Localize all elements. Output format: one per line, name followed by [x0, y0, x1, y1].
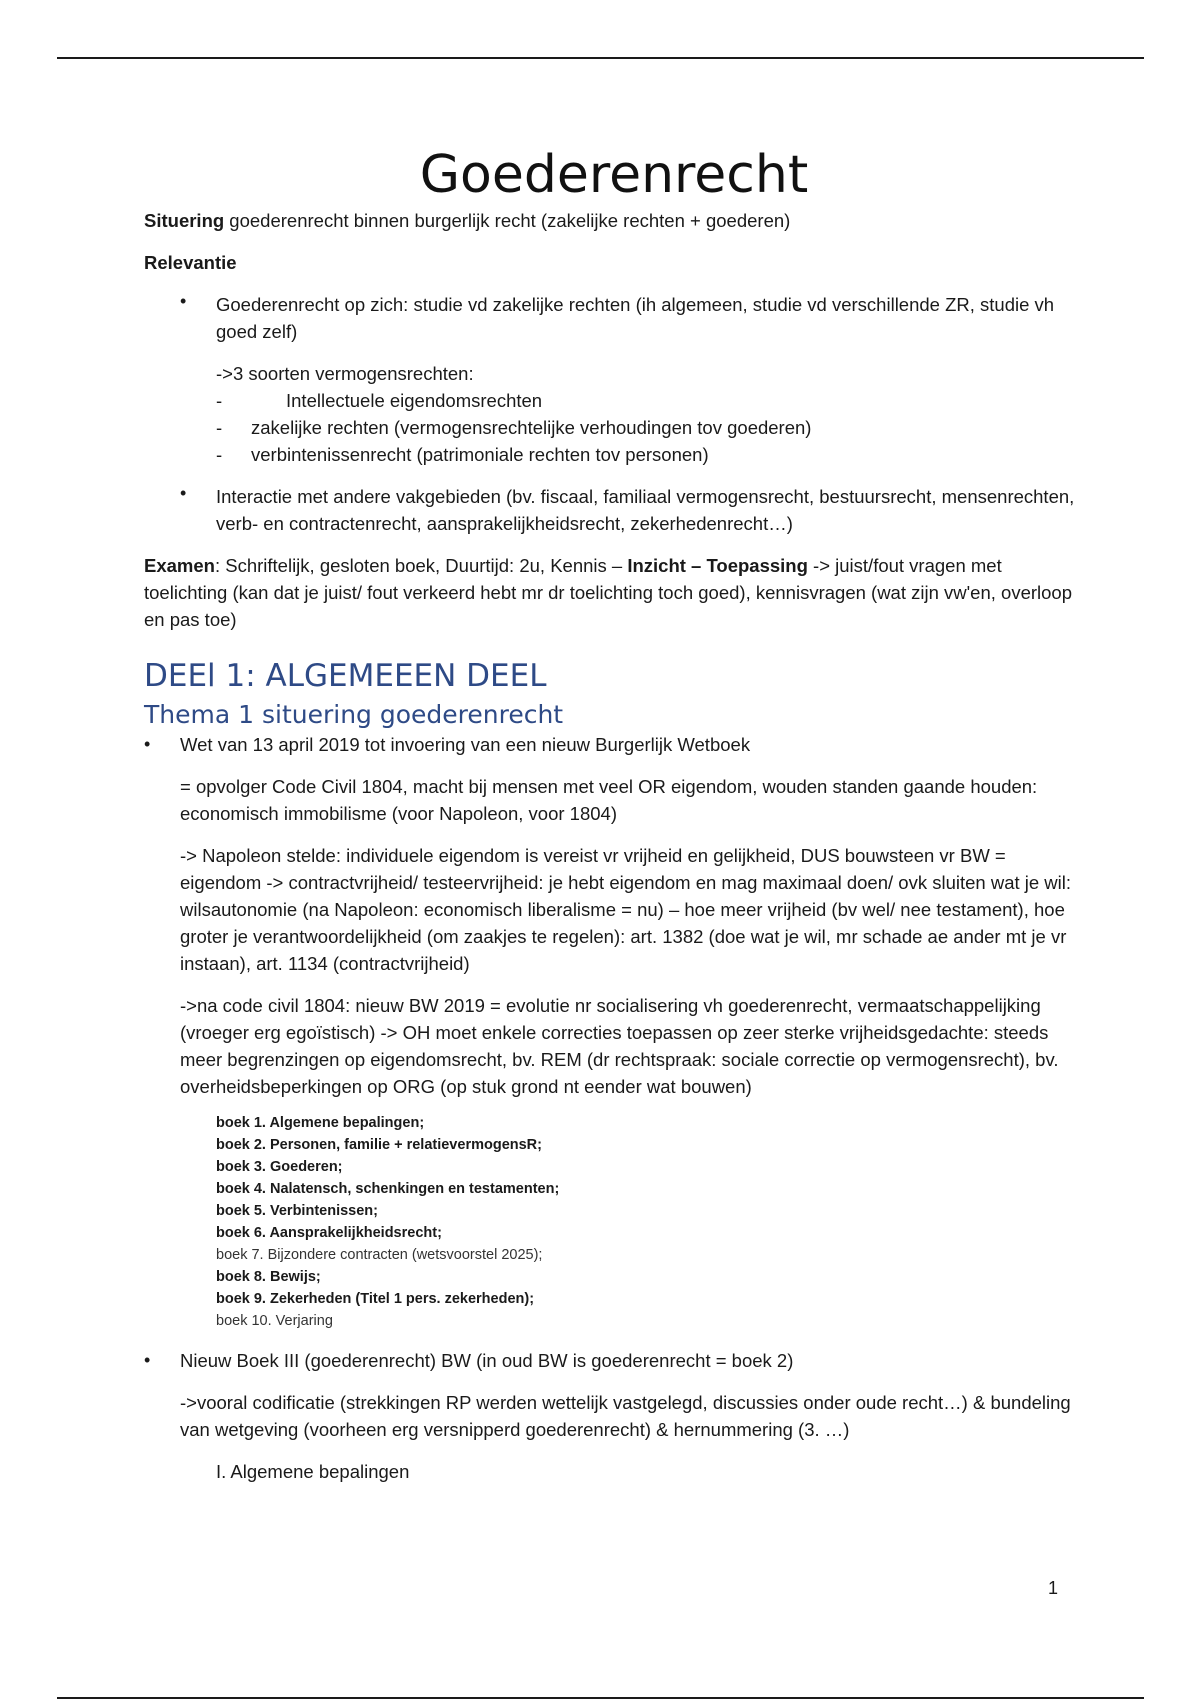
list-item-text: verbintenissenrecht (patrimoniale rechten tov personen) — [251, 444, 709, 465]
list-item-text: zakelijke rechten (vermogensrechtelijke verhoudingen tov goederen) — [251, 417, 812, 438]
examen-bold: Inzicht – Toepassing — [627, 555, 808, 576]
list-item: boek 7. Bijzondere contracten (wetsvoorstel 2025); — [216, 1247, 543, 1263]
wet-paragraph-1: = opvolger Code Civil 1804, macht bij mensen met veel OR eigendom, wouden standen gaande houden: economisch immobilisme (voor Napoleon, voor 1804) — [180, 776, 1038, 824]
list-item: boek 1. Algemene bepalingen; — [216, 1115, 425, 1131]
wet-paragraph-3: ->na code civil 1804: nieuw BW 2019 = evolutie nr socialisering vh goederenrecht, vermaatschappelijking (vroeger erg egoïstisch) -> OH moet enkele correcties toepassen op zeer sterke vrijheidsgedachte: steeds meer begrenzingen op eigendomsrecht, bv. REM (dr rechtspraak: sociale correctie op vermogensrecht), bv. overheidsbeperkingen op ORG (op stuk grond nt eender wat bouwen) — [180, 995, 1059, 1097]
section-heading: DEEl 1: ALGEMEEEN DEEL — [144, 658, 547, 694]
relevantie-list — [144, 291, 1084, 345]
bullet-text: • Interactie met andere vakgebieden (bv. fiscaal, familiaal vermogensrecht, bestuursrecht, mensenrechten, verb- en contractenrecht, aansprakelijkheidsrecht, zekerhedenrecht…) — [216, 486, 1075, 534]
list-item — [144, 291, 1084, 345]
list-item — [216, 387, 1084, 414]
list-item — [216, 441, 1084, 468]
examen-text-2: -> juist/fout vragen met toelichting (kan dat je juist/ fout verkeerd hebt mr dr toelichting toch goed), kennisvragen (wat zijn vw'en, overloop en pas toe) — [144, 555, 1072, 630]
relevantie-list-2 — [144, 483, 1084, 537]
list-item: boek 4. Nalatensch, schenkingen en testamenten; — [216, 1181, 560, 1197]
document-title: Goederenrecht — [419, 145, 809, 205]
situering-label: Situering — [144, 210, 225, 231]
examen-paragraph — [144, 552, 1084, 633]
wet-paragraph-2: -> Napoleon stelde: individuele eigendom is vereist vr vrijheid en gelijkheid, DUS bouwsteen vr BW = eigendom -> contractvrijheid/ testeervrijheid: je hebt eigendom en mag maximaal doen/ ovk sluiten wat je wil: wilsautonomie (na Napoleon: economisch liberalisme = nu) – hoe meer vrijheid (bv wel/ nee testament), hoe groter je verantwoordelijkheid (om zaakjes te regelen): art. 1382 (doe wat je wil, mr schade ae ander mt je vr instaan), art. 1134 (contractvrijheid) — [180, 845, 1072, 974]
boek3-paragraph: ->vooral codificatie (strekkingen RP werden wettelijk vastgelegd, discussies onder oude recht…) & bundeling van wetgeving (voorheen erg versnipperd goederenrecht) & hernummering (3. …) — [180, 1392, 1071, 1440]
boek3-bullet: • Nieuw Boek III (goederenrecht) BW (in oud BW is goederenrecht = boek 2) — [144, 1347, 1084, 1374]
situering-text: goederenrecht binnen burgerlijk recht (zakelijke rechten + goederen) — [224, 210, 791, 231]
relevantie-label: Relevantie — [144, 252, 237, 273]
list-item: boek 9. Zekerheden (Titel 1 pers. zekerheden); — [216, 1291, 535, 1307]
soorten-list — [144, 387, 1084, 468]
wet-bullet: • Wet van 13 april 2019 tot invoering van een nieuw Burgerlijk Wetboek — [144, 731, 1084, 758]
header-rule — [57, 57, 1144, 59]
bullet-text: • Goederenrecht op zich: studie vd zakelijke rechten (ih algemeen, studie vd verschillende ZR, studie vh goed zelf) — [216, 294, 1055, 342]
list-item — [144, 483, 1084, 537]
soorten-intro: ->3 soorten vermogensrechten: — [216, 363, 474, 384]
list-item: boek 8. Bewijs; — [216, 1269, 321, 1285]
situering-paragraph — [144, 207, 1084, 234]
subsection-heading: Thema 1 situering goederenrecht — [144, 700, 564, 729]
list-item-text: Intellectuele eigendomsrechten — [286, 390, 543, 411]
footer-rule — [57, 1697, 1144, 1699]
document-page — [144, 130, 1084, 1485]
list-item: boek 5. Verbintenissen; — [216, 1203, 378, 1219]
list-item: boek 10. Verjaring — [216, 1313, 333, 1329]
books-list — [144, 1112, 1084, 1332]
list-item: boek 6. Aansprakelijkheidsrecht; — [216, 1225, 442, 1241]
list-item — [216, 414, 1084, 441]
list-item: boek 3. Goederen; — [216, 1159, 343, 1175]
page-number: 1 — [1048, 1578, 1059, 1598]
list-item: boek 2. Personen, familie + relatievermogensR; — [216, 1137, 542, 1153]
algemene-bepalingen: I. Algemene bepalingen — [216, 1461, 410, 1482]
examen-text: : Schriftelijk, gesloten boek, Duurtijd: 2u, Kennis – — [214, 555, 628, 576]
examen-label: Examen — [144, 555, 215, 576]
